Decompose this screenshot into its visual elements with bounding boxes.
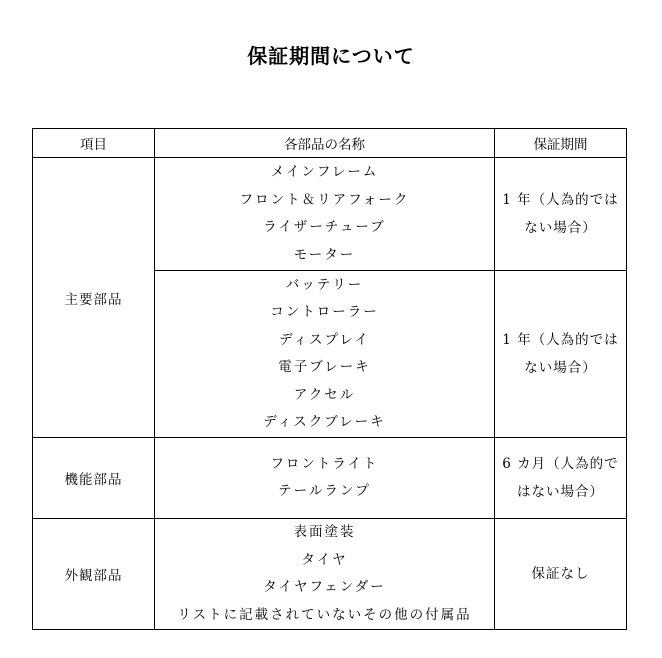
parts-cell — [155, 271, 495, 438]
part-name: タイヤフェンダー — [263, 579, 386, 595]
category-functional-parts: 機能部品 — [33, 438, 155, 519]
period-cell — [495, 519, 627, 630]
period-cell — [495, 438, 627, 519]
period-line: 1 年（人為的では — [502, 332, 619, 348]
warranty-table — [32, 128, 627, 630]
part-name: 表面塗装 — [293, 524, 356, 540]
period-line: ない場合） — [524, 220, 597, 236]
part-name: ディスプレイ — [279, 331, 370, 348]
part-name: ライザーチューブ — [263, 219, 386, 235]
category-exterior-parts: 外観部品 — [33, 519, 155, 630]
header-warranty-period: 保証期間 — [495, 129, 627, 158]
period-line: 1 年（人為的では — [502, 192, 619, 208]
part-name: テールランプ — [278, 483, 371, 499]
period-line: ない場合） — [524, 360, 597, 376]
period-line: 6 カ月（人為的で — [502, 456, 619, 472]
header-part-names: 各部品の名称 — [155, 129, 495, 158]
parts-cell — [155, 438, 495, 519]
part-name: リストに記載されていないその他の付属品 — [177, 606, 472, 623]
part-name: コントローラー — [270, 304, 379, 320]
page-title: 保証期間について — [247, 44, 415, 68]
period-cell — [495, 271, 627, 438]
category-main-parts: 主要部品 — [33, 158, 155, 438]
period-line: はない場合） — [517, 484, 604, 500]
part-name: タイヤ — [301, 551, 348, 568]
header-item: 項目 — [33, 129, 155, 158]
period-cell — [495, 158, 627, 271]
part-name: メインフレーム — [270, 164, 379, 180]
table-row — [33, 519, 627, 630]
part-name: フロント＆リアフォーク — [239, 191, 410, 208]
table-header-row — [33, 129, 627, 158]
part-name: ディスクブレーキ — [263, 414, 386, 430]
part-name: フロントライト — [270, 455, 379, 472]
part-name: バッテリー — [285, 276, 364, 293]
part-name: アクセル — [293, 386, 356, 403]
period-line: 保証なし — [531, 566, 590, 582]
table-row — [33, 438, 627, 519]
part-name: モーター — [293, 246, 356, 263]
parts-cell — [155, 158, 495, 271]
part-name: 電子ブレーキ — [278, 359, 371, 375]
parts-cell — [155, 519, 495, 630]
table-row — [33, 158, 627, 271]
